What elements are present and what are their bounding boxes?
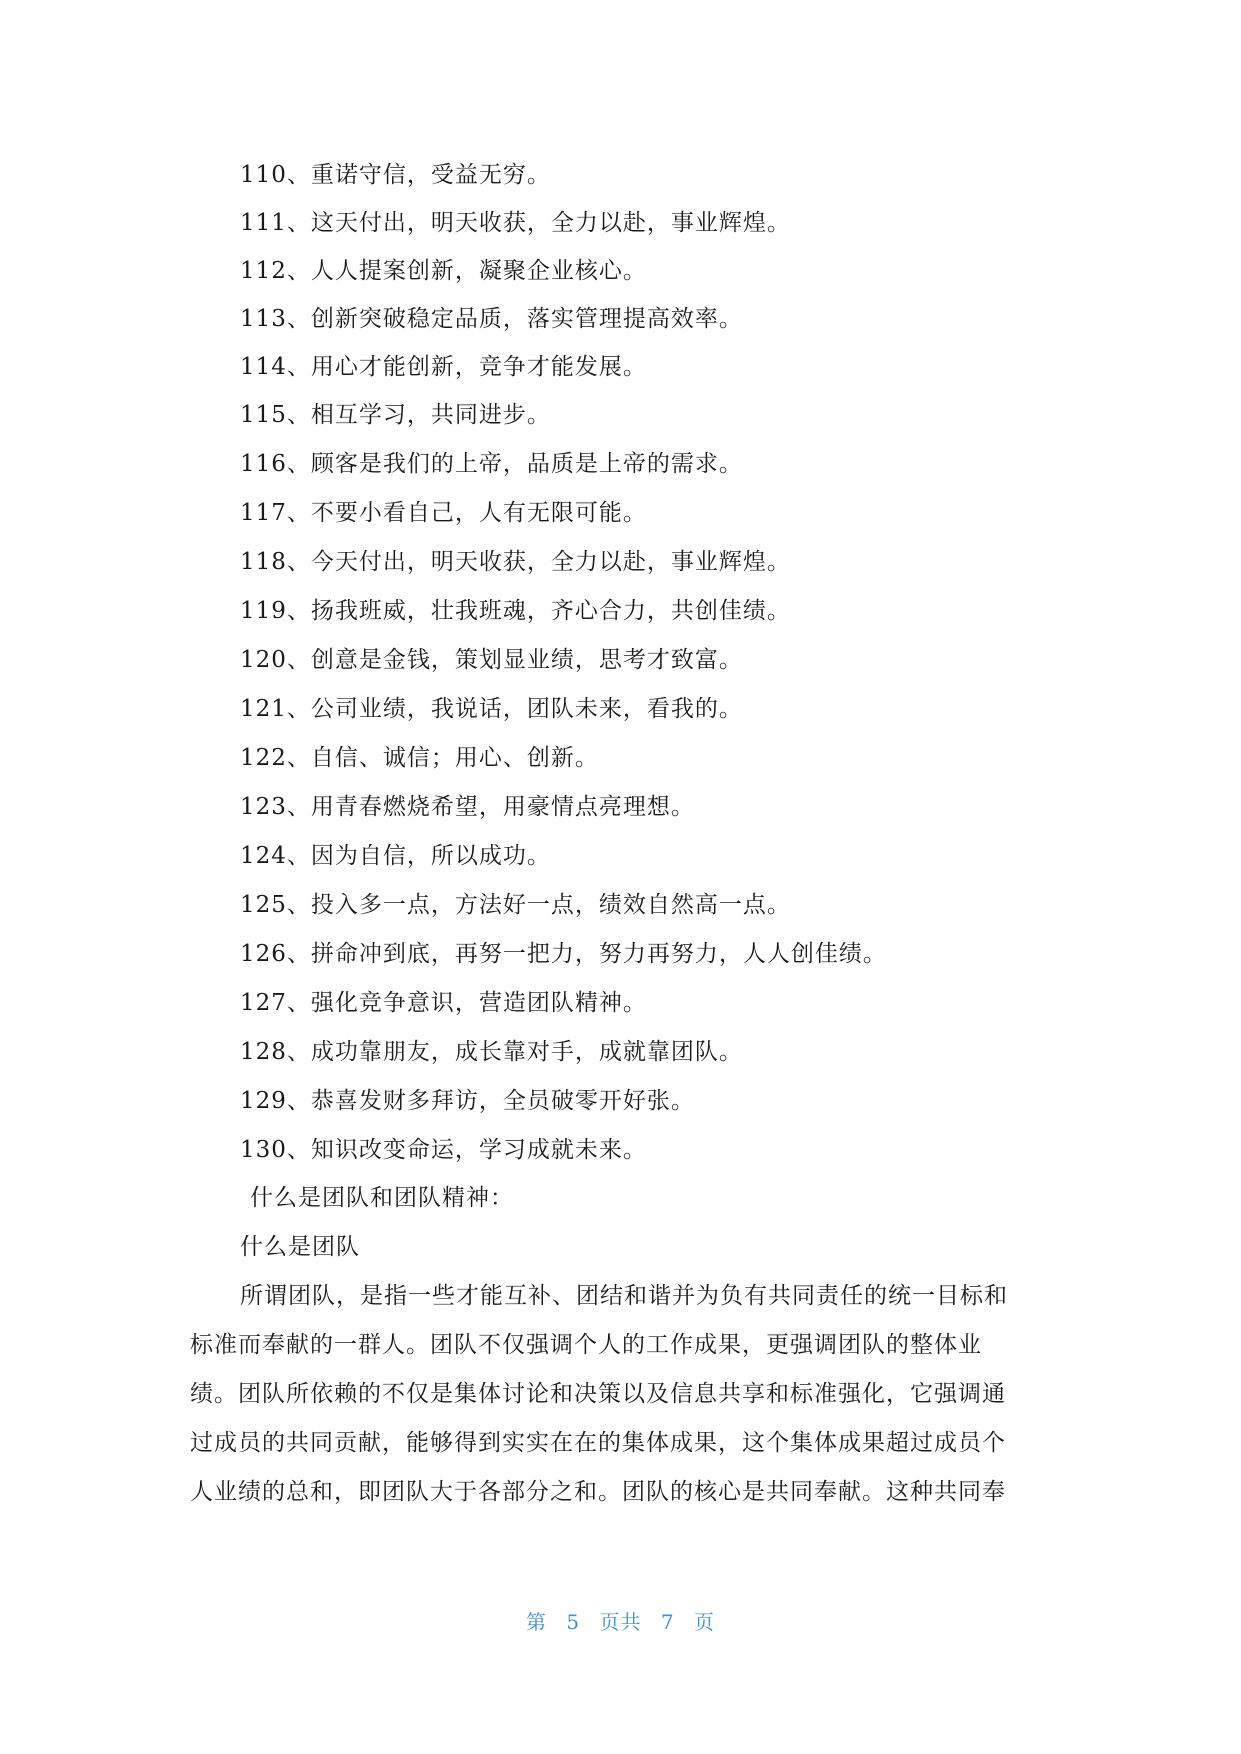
list-item: 128、成功靠朋友，成长靠对手，成就靠团队。: [240, 1039, 743, 1065]
list-item: 111、这天付出，明天收获，全力以赴，事业辉煌。: [240, 210, 791, 236]
list-item: 118、今天付出，明天收获，全力以赴，事业辉煌。: [240, 549, 791, 575]
list-item: 127、强化竞争意识，营造团队精神。: [240, 990, 647, 1016]
list-item: 120、创意是金钱，策划显业绩，思考才致富。: [240, 647, 743, 673]
list-item: 122、自信、诚信；用心、创新。: [240, 745, 599, 771]
list-item: 117、不要小看自己，人有无限可能。: [240, 500, 647, 526]
list-item: 116、顾客是我们的上帝，品质是上帝的需求。: [240, 451, 743, 477]
paragraph-line: 标准而奉献的一群人。团队不仅强调个人的工作成果，更强调团队的整体业: [190, 1332, 982, 1358]
list-item: 125、投入多一点，方法好一点，绩效自然高一点。: [240, 892, 791, 918]
footer-suffix: 页: [693, 1610, 715, 1634]
list-item: 129、恭喜发财多拜访，全员破零开好张。: [240, 1088, 695, 1114]
list-item: 121、公司业绩，我说话，团队未来，看我的。: [240, 696, 743, 722]
list-item: 123、用青春燃烧希望，用豪情点亮理想。: [240, 794, 695, 820]
subsection-heading: 什么是团队: [240, 1234, 360, 1260]
page-footer: [0, 1608, 1241, 1636]
list-item: 119、扬我班威，壮我班魂，齐心合力，共创佳绩。: [240, 598, 791, 624]
paragraph-line: 绩。团队所依赖的不仅是集体讨论和决策以及信息共享和标准强化，它强调通: [190, 1381, 1006, 1407]
list-item: 130、知识改变命运，学习成就未来。: [240, 1137, 647, 1163]
list-item: 124、因为自信，所以成功。: [240, 843, 551, 869]
section-heading: 什么是团队和团队精神：: [250, 1185, 514, 1211]
paragraph-line: 所谓团队，是指一些才能互补、团结和谐并为负有共同责任的统一目标和: [240, 1283, 1008, 1309]
list-item: 110、重诺守信，受益无穷。: [240, 162, 551, 188]
list-item: 126、拼命冲到底，再努一把力，努力再努力，人人创佳绩。: [240, 941, 887, 967]
list-item: 114、用心才能创新，竞争才能发展。: [240, 354, 647, 380]
list-item: 112、人人提案创新，凝聚企业核心。: [240, 258, 647, 284]
footer-prefix: 第: [526, 1610, 548, 1634]
paragraph-line: 人业绩的总和，即团队大于各部分之和。团队的核心是共同奉献。这种共同奉: [190, 1479, 1006, 1505]
list-item: 115、相互学习，共同进步。: [240, 402, 551, 428]
list-item: 113、创新突破稳定品质，落实管理提高效率。: [240, 306, 743, 332]
total-page-count: 7: [660, 1610, 675, 1634]
footer-middle: 页共: [599, 1610, 642, 1634]
current-page-number: 5: [566, 1610, 581, 1634]
paragraph-line: 过成员的共同贡献，能够得到实实在在的集体成果，这个集体成果超过成员个: [190, 1430, 1006, 1456]
